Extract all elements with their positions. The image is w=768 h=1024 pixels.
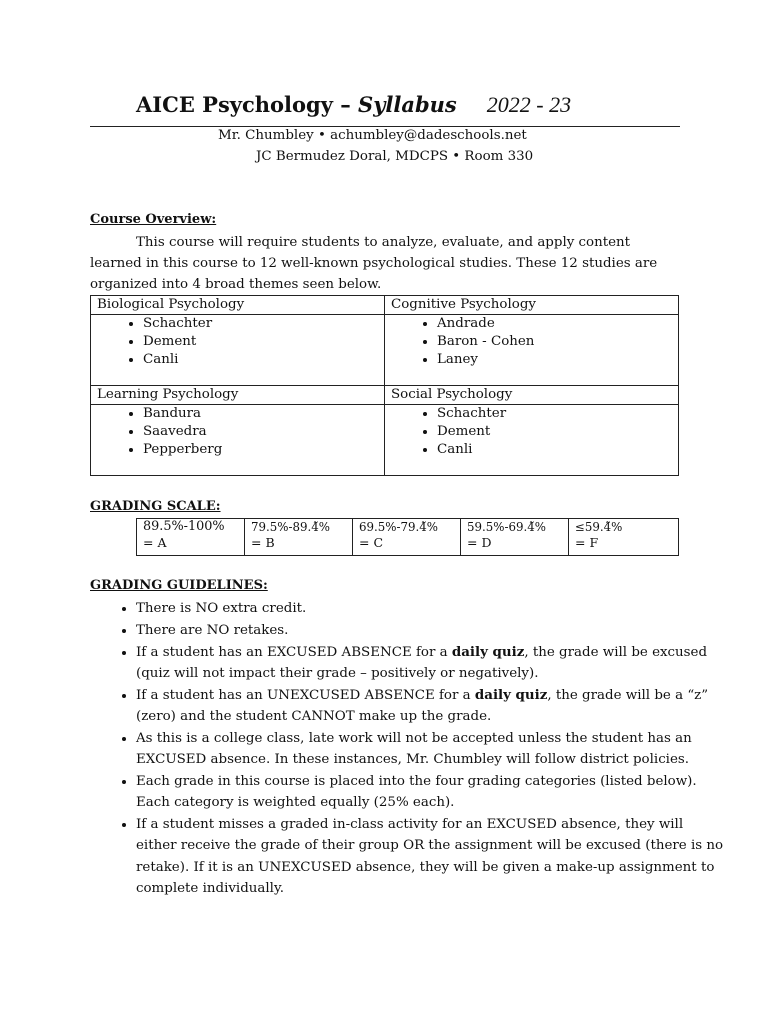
study-item: • Dement xyxy=(143,333,378,351)
grade-cell xyxy=(137,519,245,556)
contact-line-school: JC Bermudez Doral, MDCPS • Room 330 xyxy=(256,149,534,164)
guideline-emphasis: daily quiz xyxy=(451,643,525,660)
grade-range: 89.5%-100% xyxy=(143,519,225,534)
guideline-item xyxy=(136,771,726,814)
grade-range: 69.5%-79.4̃% xyxy=(359,520,438,534)
guideline-item xyxy=(136,642,726,685)
grade-range: 59.5%-69.4̃% xyxy=(467,520,546,534)
course-overview-heading: Course Overview: xyxy=(90,212,217,227)
grade-letter: = A xyxy=(143,535,167,550)
theme-study-list xyxy=(91,315,385,386)
title-italic: Syllabus xyxy=(358,92,457,117)
study-item: • Baron - Cohen xyxy=(437,333,672,351)
title-year: 2022 - 23 xyxy=(486,92,572,117)
guideline-item xyxy=(136,598,726,619)
grading-guidelines-list xyxy=(90,598,726,900)
theme-study-list xyxy=(91,405,385,476)
guideline-text: , the grade will be a “z” (zero) and the student CANNOT make up the grade. xyxy=(136,687,709,724)
study-item: • Schachter xyxy=(437,405,672,423)
title-main: AICE Psychology – xyxy=(136,92,359,117)
grading-scale-table xyxy=(136,518,679,556)
study-item: • Schachter xyxy=(143,315,378,333)
guideline-item xyxy=(136,685,726,728)
grading-guidelines-heading: GRADING GUIDELINES: xyxy=(90,578,268,593)
themes-table xyxy=(90,295,679,476)
grade-cell xyxy=(569,519,679,556)
grade-letter: = B xyxy=(251,535,275,550)
guideline-text: As this is a college class, late work will not be accepted unless the student has an EXCUSED absence. In these instances, Mr. Chumbley will follow district policies. xyxy=(136,730,692,768)
study-item: • Dement xyxy=(437,423,672,441)
study-item: • Canli xyxy=(437,441,672,459)
theme-header: Cognitive Psychology xyxy=(385,296,679,315)
guideline-text: If a student has an EXCUSED ABSENCE for a xyxy=(136,644,452,660)
guideline-item xyxy=(136,620,726,641)
study-item: • Saavedra xyxy=(143,423,378,441)
study-item: • Pepperberg xyxy=(143,441,378,459)
study-item: • Andrade xyxy=(437,315,672,333)
guideline-text: There are NO retakes. xyxy=(136,622,289,638)
grade-range: ≤59.4̃% xyxy=(575,520,623,534)
study-item: • Bandura xyxy=(143,405,378,423)
course-overview-paragraph: This course will require students to analyze, evaluate, and apply content learned in this course to 12 well-known psychological studies. These 12 studies are organized into 4 broad themes seen below. xyxy=(90,235,658,292)
theme-header: Social Psychology xyxy=(385,386,679,405)
guideline-emphasis: daily quiz xyxy=(474,686,548,703)
theme-study-list xyxy=(385,315,679,386)
guideline-item xyxy=(136,728,726,771)
grade-cell xyxy=(461,519,569,556)
guideline-text: If a student misses a graded in-class activity for an EXCUSED absence, they will either receive the grade of their group OR the assignment will be excused (there is no retake). If it is an UNEXCUSED absence, they will be given a make-up assignment to complete individually. xyxy=(136,816,724,896)
document-title xyxy=(136,92,696,126)
theme-header: Biological Psychology xyxy=(91,296,385,315)
guideline-text: Each grade in this course is placed into the four grading categories (listed below). Each category is weighted equally (25% each). xyxy=(136,773,697,811)
study-item: • Canli xyxy=(143,351,378,369)
guideline-text: There is NO extra credit. xyxy=(136,601,307,616)
guideline-text: , the grade will be excused (quiz will not impact their grade – positively or negatively). xyxy=(136,644,708,681)
theme-study-list xyxy=(385,405,679,476)
grading-scale-heading: GRADING SCALE: xyxy=(90,499,221,514)
grade-cell xyxy=(245,519,353,556)
title-divider xyxy=(90,126,680,127)
grade-cell xyxy=(353,519,461,556)
guideline-text: If a student has an UNEXCUSED ABSENCE for a xyxy=(136,687,475,703)
study-item: • Laney xyxy=(437,351,672,369)
grade-letter: = C xyxy=(359,535,384,550)
grade-letter: = D xyxy=(467,535,492,550)
theme-header: Learning Psychology xyxy=(91,386,385,405)
contact-line-teacher: Mr. Chumbley • achumbley@dadeschools.net xyxy=(218,128,527,143)
grade-letter: = F xyxy=(575,535,599,550)
grade-range: 79.5%-89.4̃% xyxy=(251,520,330,534)
guideline-item xyxy=(136,814,726,899)
